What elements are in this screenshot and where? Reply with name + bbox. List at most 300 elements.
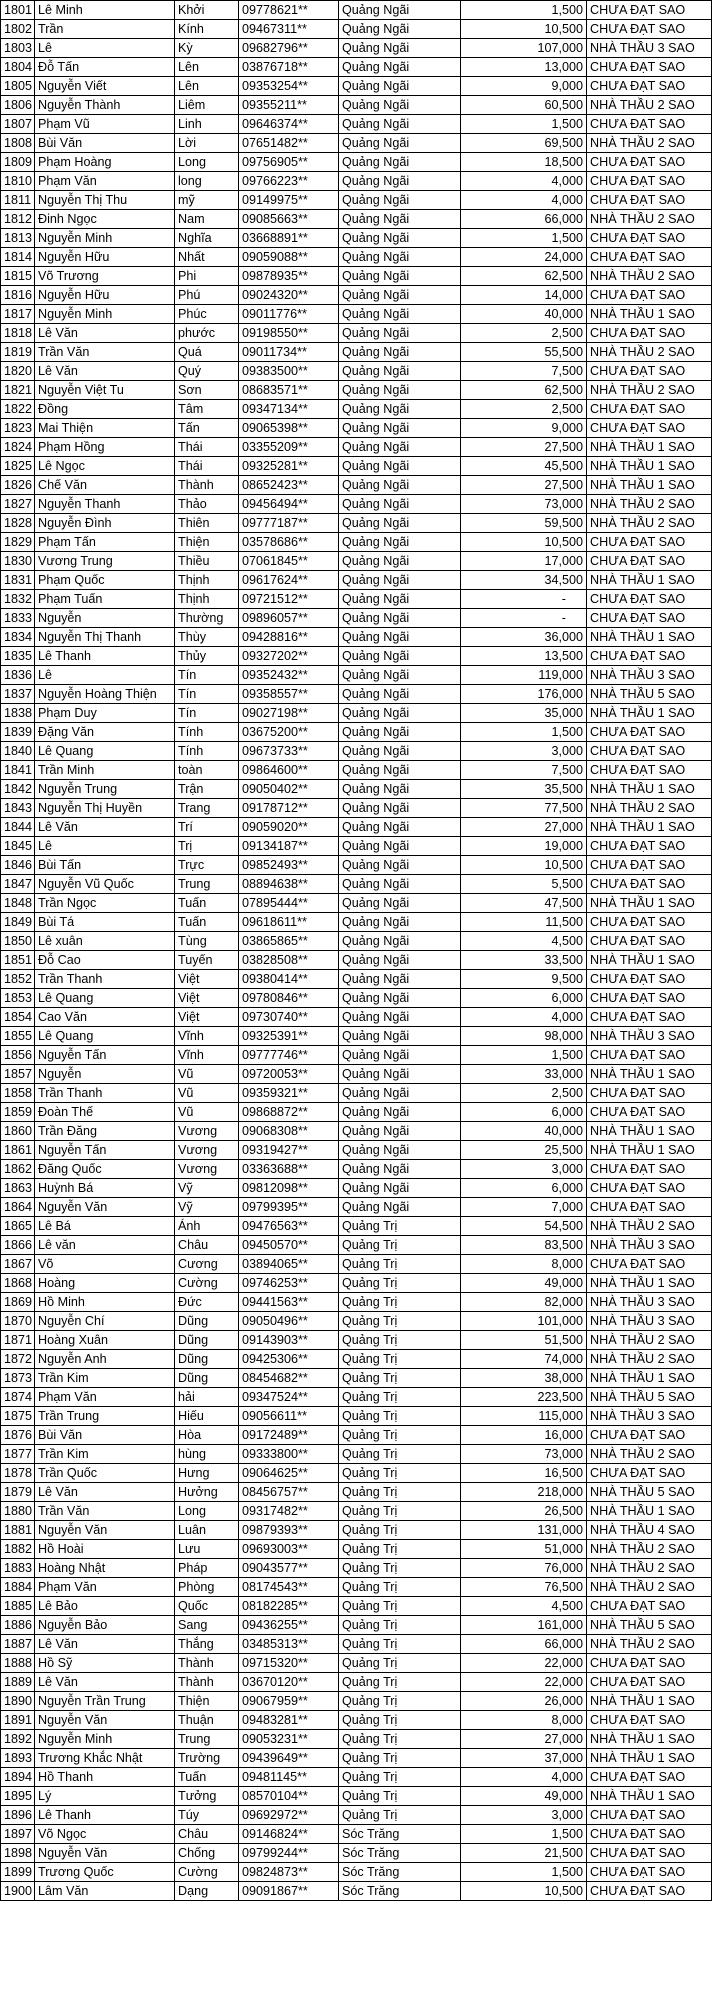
province-cell: Quảng Trị [339,1445,461,1464]
province-cell: Quảng Ngãi [339,894,461,913]
points-cell: 33,500 [461,951,587,970]
phone-cell: 09617624** [239,571,339,590]
points-cell: 10,500 [461,1882,587,1901]
phone-cell: 03355209** [239,438,339,457]
points-cell: 76,500 [461,1578,587,1597]
points-cell: 4,000 [461,191,587,210]
given-name-cell: Trận [175,780,239,799]
province-cell: Quảng Ngãi [339,989,461,1008]
phone-cell: 08570104** [239,1787,339,1806]
table-row [1,1255,712,1274]
row-number-cell: 1853 [1,989,35,1008]
phone-cell: 09450570** [239,1236,339,1255]
rank-cell: NHÀ THẦU 3 SAO [587,1236,712,1255]
given-name-cell: Thịnh [175,590,239,609]
surname-cell: Nguyễn Thành [35,96,175,115]
given-name-cell: Thùy [175,628,239,647]
points-cell: 161,000 [461,1616,587,1635]
province-cell: Quảng Ngãi [339,39,461,58]
row-number-cell: 1892 [1,1730,35,1749]
phone-cell: 09347524** [239,1388,339,1407]
row-number-cell: 1871 [1,1331,35,1350]
province-cell: Quảng Ngãi [339,286,461,305]
rank-cell: NHÀ THẦU 1 SAO [587,894,712,913]
row-number-cell: 1896 [1,1806,35,1825]
phone-cell: 09050496** [239,1312,339,1331]
given-name-cell: long [175,172,239,191]
given-name-cell: Quý [175,362,239,381]
surname-cell: Bùi Tá [35,913,175,932]
surname-cell: Phạm Tuấn [35,590,175,609]
phone-cell: 09673733** [239,742,339,761]
given-name-cell: Tùng [175,932,239,951]
surname-cell: Nguyễn Trần Trung [35,1692,175,1711]
province-cell: Quảng Trị [339,1274,461,1293]
given-name-cell: Châu [175,1236,239,1255]
points-cell: 25,500 [461,1141,587,1160]
province-cell: Quảng Trị [339,1692,461,1711]
table-row [1,1844,712,1863]
surname-cell: Lê Ngọc [35,457,175,476]
province-cell: Quảng Trị [339,1369,461,1388]
row-number-cell: 1886 [1,1616,35,1635]
surname-cell: Lê Văn [35,1635,175,1654]
province-cell: Quảng Ngãi [339,343,461,362]
rank-cell: NHÀ THẦU 2 SAO [587,381,712,400]
rank-cell: NHÀ THẦU 2 SAO [587,1540,712,1559]
table-row [1,343,712,362]
table-row [1,1654,712,1673]
phone-cell: 09353254** [239,77,339,96]
row-number-cell: 1864 [1,1198,35,1217]
rank-cell: CHƯA ĐẠT SAO [587,324,712,343]
phone-cell: 09720053** [239,1065,339,1084]
given-name-cell: Lên [175,58,239,77]
phone-cell: 09059020** [239,818,339,837]
rank-cell: CHƯA ĐẠT SAO [587,362,712,381]
phone-cell: 09864600** [239,761,339,780]
row-number-cell: 1883 [1,1559,35,1578]
points-cell: 6,000 [461,1179,587,1198]
rank-cell: CHƯA ĐẠT SAO [587,1255,712,1274]
surname-cell: Nguyễn Văn [35,1844,175,1863]
table-row [1,96,712,115]
table-row [1,1084,712,1103]
given-name-cell: Tín [175,685,239,704]
surname-cell: Nguyễn Minh [35,229,175,248]
given-name-cell: Vỹ [175,1179,239,1198]
table-row [1,514,712,533]
phone-cell: 09896057** [239,609,339,628]
table-row [1,1065,712,1084]
surname-cell: Đăng Quốc [35,1160,175,1179]
surname-cell: Trần [35,20,175,39]
given-name-cell: Tính [175,723,239,742]
province-cell: Quảng Ngãi [339,1179,461,1198]
rank-cell: CHƯA ĐẠT SAO [587,1464,712,1483]
phone-cell: 03485313** [239,1635,339,1654]
table-row [1,1350,712,1369]
points-cell: 83,500 [461,1236,587,1255]
row-number-cell: 1840 [1,742,35,761]
given-name-cell: Cương [175,1255,239,1274]
given-name-cell: Dũng [175,1331,239,1350]
points-cell: 1,500 [461,1046,587,1065]
given-name-cell: Tuấn [175,913,239,932]
points-cell: 36,000 [461,628,587,647]
surname-cell: Lê Quang [35,989,175,1008]
row-number-cell: 1869 [1,1293,35,1312]
phone-cell: 09778621** [239,1,339,20]
points-cell: 1,500 [461,1863,587,1882]
given-name-cell: Trung [175,875,239,894]
province-cell: Quảng Ngãi [339,875,461,894]
row-number-cell: 1876 [1,1426,35,1445]
given-name-cell: Hòa [175,1426,239,1445]
given-name-cell: Trị [175,837,239,856]
rank-cell: CHƯA ĐẠT SAO [587,989,712,1008]
rank-cell: CHƯA ĐẠT SAO [587,1160,712,1179]
given-name-cell: Thuận [175,1711,239,1730]
province-cell: Quảng Ngãi [339,438,461,457]
rank-cell: CHƯA ĐẠT SAO [587,913,712,932]
surname-cell: Mai Thiện [35,419,175,438]
given-name-cell: hải [175,1388,239,1407]
row-number-cell: 1885 [1,1597,35,1616]
rank-cell: CHƯA ĐẠT SAO [587,875,712,894]
row-number-cell: 1819 [1,343,35,362]
rank-cell: CHƯA ĐẠT SAO [587,761,712,780]
rank-cell: CHƯA ĐẠT SAO [587,1825,712,1844]
rank-cell: CHƯA ĐẠT SAO [587,172,712,191]
surname-cell: Võ Ngọc [35,1825,175,1844]
surname-cell: Nguyễn Tấn [35,1141,175,1160]
rank-cell: CHƯA ĐẠT SAO [587,1008,712,1027]
table-row [1,1597,712,1616]
table-body [1,1,712,1901]
rank-cell: CHƯA ĐẠT SAO [587,20,712,39]
row-number-cell: 1805 [1,77,35,96]
province-cell: Quảng Ngãi [339,609,461,628]
province-cell: Quảng Ngãi [339,305,461,324]
rank-cell: NHÀ THẦU 1 SAO [587,1122,712,1141]
points-cell: 13,500 [461,647,587,666]
table-row [1,1141,712,1160]
points-cell: 9,500 [461,970,587,989]
row-number-cell: 1848 [1,894,35,913]
points-cell: 73,000 [461,1445,587,1464]
table-row [1,1730,712,1749]
table-row [1,1711,712,1730]
surname-cell: Phạm Quốc [35,571,175,590]
given-name-cell: Lời [175,134,239,153]
surname-cell: Nguyễn Văn [35,1711,175,1730]
surname-cell: Nguyễn Hoàng Thiện [35,685,175,704]
points-cell: 98,000 [461,1027,587,1046]
given-name-cell: Vương [175,1141,239,1160]
phone-cell: 09319427** [239,1141,339,1160]
phone-cell: 07651482** [239,134,339,153]
surname-cell: Nguyễn [35,609,175,628]
phone-cell: 09467311** [239,20,339,39]
rank-cell: CHƯA ĐẠT SAO [587,742,712,761]
phone-cell: 09327202** [239,647,339,666]
phone-cell: 09359321** [239,1084,339,1103]
points-cell: 5,500 [461,875,587,894]
rank-cell: CHƯA ĐẠT SAO [587,77,712,96]
surname-cell: Hồ Sỹ [35,1654,175,1673]
row-number-cell: 1811 [1,191,35,210]
given-name-cell: Vương [175,1122,239,1141]
rank-cell: NHÀ THẦU 1 SAO [587,1692,712,1711]
rank-cell: CHƯA ĐẠT SAO [587,191,712,210]
rank-cell: CHƯA ĐẠT SAO [587,1654,712,1673]
given-name-cell: Thường [175,609,239,628]
table-row [1,533,712,552]
points-cell: 1,500 [461,1825,587,1844]
surname-cell: Hồ Minh [35,1293,175,1312]
surname-cell: Lê Thanh [35,1806,175,1825]
row-number-cell: 1807 [1,115,35,134]
points-cell: 60,500 [461,96,587,115]
province-cell: Quảng Ngãi [339,837,461,856]
surname-cell: Bùi Văn [35,134,175,153]
given-name-cell: Thịnh [175,571,239,590]
province-cell: Quảng Trị [339,1464,461,1483]
rank-cell: NHÀ THẦU 1 SAO [587,1274,712,1293]
rank-cell: NHÀ THẦU 2 SAO [587,1331,712,1350]
given-name-cell: Dạng [175,1882,239,1901]
rank-cell: CHƯA ĐẠT SAO [587,286,712,305]
table-row [1,1863,712,1882]
phone-cell: 09146824** [239,1825,339,1844]
province-cell: Quảng Ngãi [339,628,461,647]
given-name-cell: Thái [175,457,239,476]
points-cell: 77,500 [461,799,587,818]
given-name-cell: Dũng [175,1312,239,1331]
province-cell: Quảng Ngãi [339,856,461,875]
row-number-cell: 1808 [1,134,35,153]
given-name-cell: Vũ [175,1065,239,1084]
phone-cell: 09011776** [239,305,339,324]
rank-cell: CHƯA ĐẠT SAO [587,1,712,20]
phone-cell: 09134187** [239,837,339,856]
surname-cell: Lê Văn [35,324,175,343]
table-row [1,1502,712,1521]
rank-cell: NHÀ THẦU 1 SAO [587,476,712,495]
row-number-cell: 1882 [1,1540,35,1559]
table-row [1,989,712,1008]
surname-cell: Lê [35,666,175,685]
table-row [1,837,712,856]
points-cell: 18,500 [461,153,587,172]
surname-cell: Hồ Hoài [35,1540,175,1559]
province-cell: Quảng Ngãi [339,153,461,172]
table-row [1,267,712,286]
province-cell: Quảng Ngãi [339,818,461,837]
given-name-cell: hùng [175,1445,239,1464]
points-cell: 176,000 [461,685,587,704]
rank-cell: NHÀ THẦU 3 SAO [587,39,712,58]
phone-cell: 09064625** [239,1464,339,1483]
row-number-cell: 1850 [1,932,35,951]
phone-cell: 09730740** [239,1008,339,1027]
row-number-cell: 1887 [1,1635,35,1654]
rank-cell: NHÀ THẦU 1 SAO [587,305,712,324]
phone-cell: 07895444** [239,894,339,913]
given-name-cell: Thắng [175,1635,239,1654]
surname-cell: Trương Quốc [35,1863,175,1882]
row-number-cell: 1866 [1,1236,35,1255]
table-row [1,894,712,913]
given-name-cell: Châu [175,1825,239,1844]
table-row [1,1046,712,1065]
table-row [1,58,712,77]
rank-cell: NHÀ THẦU 2 SAO [587,1559,712,1578]
table-row [1,1369,712,1388]
phone-cell: 09868872** [239,1103,339,1122]
province-cell: Quảng Ngãi [339,191,461,210]
phone-cell: 09358557** [239,685,339,704]
table-row [1,1274,712,1293]
rank-cell: NHÀ THẦU 2 SAO [587,96,712,115]
given-name-cell: Thiên [175,514,239,533]
table-row [1,134,712,153]
given-name-cell: Tưởng [175,1787,239,1806]
row-number-cell: 1838 [1,704,35,723]
given-name-cell: mỹ [175,191,239,210]
points-cell: 73,000 [461,495,587,514]
rank-cell: NHÀ THẦU 1 SAO [587,1730,712,1749]
rank-cell: NHÀ THẦU 2 SAO [587,1635,712,1654]
surname-cell: Lê [35,837,175,856]
surname-cell: Trần Trung [35,1407,175,1426]
surname-cell: Trần Quốc [35,1464,175,1483]
row-number-cell: 1873 [1,1369,35,1388]
surname-cell: Trương Khắc Nhật [35,1749,175,1768]
row-number-cell: 1852 [1,970,35,989]
province-cell: Quảng Trị [339,1255,461,1274]
points-cell: 1,500 [461,723,587,742]
phone-cell: 09878935** [239,267,339,286]
phone-cell: 09456494** [239,495,339,514]
given-name-cell: Việt [175,989,239,1008]
given-name-cell: Tính [175,742,239,761]
rank-cell: CHƯA ĐẠT SAO [587,856,712,875]
points-cell: 47,500 [461,894,587,913]
province-cell: Quảng Ngãi [339,590,461,609]
rank-cell: CHƯA ĐẠT SAO [587,58,712,77]
phone-cell: 09059088** [239,248,339,267]
row-number-cell: 1884 [1,1578,35,1597]
table-row [1,1445,712,1464]
surname-cell: Phạm Văn [35,1578,175,1597]
surname-cell: Nguyễn Thị Huyền [35,799,175,818]
given-name-cell: Trực [175,856,239,875]
rank-cell: CHƯA ĐẠT SAO [587,723,712,742]
table-row [1,818,712,837]
row-number-cell: 1802 [1,20,35,39]
surname-cell: Phạm Tấn [35,533,175,552]
province-cell: Quảng Trị [339,1616,461,1635]
rank-cell: NHÀ THẦU 5 SAO [587,1483,712,1502]
table-row [1,1806,712,1825]
rank-cell: NHÀ THẦU 3 SAO [587,1027,712,1046]
province-cell: Quảng Trị [339,1502,461,1521]
row-number-cell: 1810 [1,172,35,191]
given-name-cell: Vũ [175,1103,239,1122]
given-name-cell: Trung [175,1730,239,1749]
table-row [1,780,712,799]
province-cell: Quảng Trị [339,1312,461,1331]
given-name-cell: Thảo [175,495,239,514]
rank-cell: CHƯA ĐẠT SAO [587,590,712,609]
province-cell: Quảng Ngãi [339,1103,461,1122]
phone-cell: 09715320** [239,1654,339,1673]
table-row [1,1692,712,1711]
phone-cell: 09777187** [239,514,339,533]
row-number-cell: 1893 [1,1749,35,1768]
points-cell: 8,000 [461,1255,587,1274]
row-number-cell: 1862 [1,1160,35,1179]
table-row [1,1407,712,1426]
given-name-cell: Quốc [175,1597,239,1616]
points-cell: 49,000 [461,1274,587,1293]
phone-cell: 09746253** [239,1274,339,1293]
province-cell: Quảng Trị [339,1578,461,1597]
table-row [1,1122,712,1141]
rank-cell: NHÀ THẦU 1 SAO [587,438,712,457]
phone-cell: 09067959** [239,1692,339,1711]
rank-cell: CHƯA ĐẠT SAO [587,1882,712,1901]
phone-cell: 03894065** [239,1255,339,1274]
rank-cell: NHÀ THẦU 3 SAO [587,1293,712,1312]
given-name-cell: Vỹ [175,1198,239,1217]
province-cell: Quảng Trị [339,1217,461,1236]
rank-cell: NHÀ THẦU 1 SAO [587,818,712,837]
row-number-cell: 1851 [1,951,35,970]
rank-cell: NHÀ THẦU 2 SAO [587,1350,712,1369]
table-row [1,1559,712,1578]
given-name-cell: Tín [175,704,239,723]
table-row [1,609,712,628]
row-number-cell: 1900 [1,1882,35,1901]
phone-cell: 09425306** [239,1350,339,1369]
rank-cell: NHÀ THẦU 3 SAO [587,666,712,685]
rank-cell: NHÀ THẦU 1 SAO [587,1065,712,1084]
province-cell: Quảng Ngãi [339,495,461,514]
points-cell: 131,000 [461,1521,587,1540]
row-number-cell: 1847 [1,875,35,894]
rank-cell: CHƯA ĐẠT SAO [587,552,712,571]
phone-cell: 09428816** [239,628,339,647]
points-cell: 38,000 [461,1369,587,1388]
points-cell: 51,500 [461,1331,587,1350]
given-name-cell: Lưu [175,1540,239,1559]
province-cell: Quảng Ngãi [339,115,461,134]
given-name-cell: Luân [175,1521,239,1540]
surname-cell: Nguyễn Việt Tu [35,381,175,400]
points-cell: 3,000 [461,1160,587,1179]
points-cell: 119,000 [461,666,587,685]
given-name-cell: Kính [175,20,239,39]
points-cell: 40,000 [461,305,587,324]
phone-cell: 09325281** [239,457,339,476]
points-cell: 33,000 [461,1065,587,1084]
table-row [1,419,712,438]
row-number-cell: 1827 [1,495,35,514]
province-cell: Quảng Trị [339,1350,461,1369]
